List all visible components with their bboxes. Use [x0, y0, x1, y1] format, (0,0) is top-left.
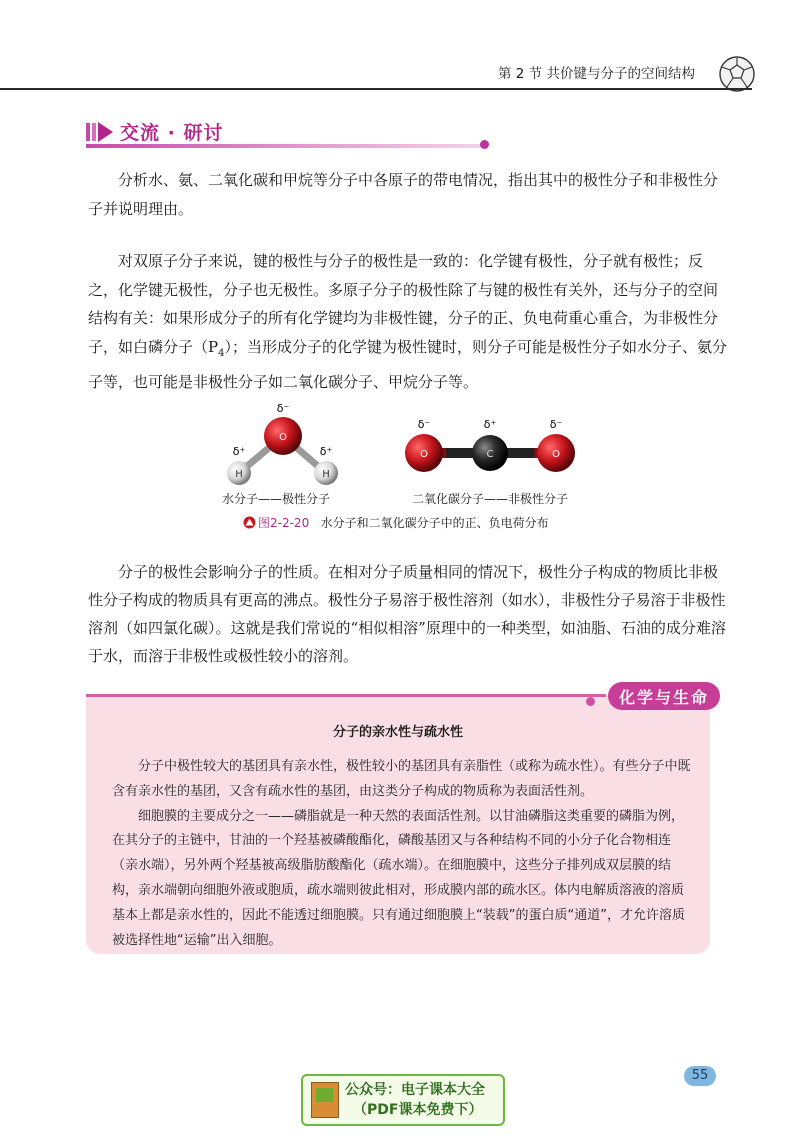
tab-dots — [586, 691, 598, 710]
watermark-line2: （PDF课本免费下） — [353, 1102, 483, 1118]
page-number: 55 — [684, 1066, 716, 1086]
box-top-bar — [86, 694, 606, 697]
triangle-marker-icon — [243, 516, 256, 529]
section-title: 第 2 节 共价键与分子的空间结构 — [498, 66, 695, 82]
co2-o-right-label: O — [552, 449, 560, 460]
water-h-right-label: H — [322, 469, 330, 480]
discussion-heading — [86, 116, 496, 148]
box-title: 分子的亲水性与疏水性 — [332, 725, 463, 740]
water-o-label: O — [279, 432, 287, 443]
tab-pill — [608, 682, 720, 710]
subscript-4: 4 — [218, 347, 225, 359]
water-delta-h-left: δ⁺ — [232, 445, 246, 458]
tab-label: 化学与生命 — [618, 688, 709, 707]
heading-dot — [480, 140, 489, 149]
co2-delta-o-right: δ⁻ — [549, 418, 563, 431]
watermark-line1: 公众号：电子课本大全 — [345, 1082, 485, 1098]
header-rule — [0, 88, 752, 90]
water-caption: 水分子——极性分子 — [222, 492, 331, 506]
paragraph-polarity — [88, 247, 728, 397]
box-body — [112, 755, 692, 953]
paragraph-polarity-part2: ）；当形成分子的化学键为极性键时，则分子可能是极性分子如水分子、氨分子等，也可能是非极性分子如二氧化碳分子、甲烷分子等。 — [88, 337, 727, 391]
co2-caption: 二氧化碳分子——非极性分子 — [412, 492, 569, 506]
box-paragraph-1: 分子中极性较大的基团具有亲水性，极性较小的基团具有亲脂性（或称为疏水性）。有些分子中既含有亲水性的基团，又含有疏水性的基团，由这类分子构成的物质称为表面活性剂。 — [112, 759, 691, 799]
figure-number: 图2-2-20 — [258, 516, 310, 530]
heading-band — [86, 144, 486, 148]
figure-title — [243, 514, 549, 531]
co2-c-label: C — [486, 449, 494, 460]
water-h-left-label: H — [235, 469, 243, 480]
paragraph-properties: 分子的极性会影响分子的性质。在相对分子质量相同的情况下，极性分子构成的物质比非极性分子构成的物质具有更高的沸点。极性分子易溶于极性溶剂（如水），非极性分子易溶于非极性溶剂（如四氯化碳）。这就是我们常说的“相似相溶”原理中的一种类型，如油脂、石油的成分难溶于水，而溶于非极性或极性较小的溶剂。 — [88, 563, 726, 665]
figure-title-text: 水分子和二氧化碳分子中的正、负电荷分布 — [320, 516, 549, 530]
box-tab — [586, 682, 722, 710]
water-delta-h-right: δ⁺ — [319, 445, 333, 458]
co2-delta-o-left: δ⁻ — [417, 418, 431, 431]
water-delta-o: δ⁻ — [276, 402, 290, 415]
play-arrow-icon — [86, 120, 114, 144]
book-icon — [311, 1082, 339, 1118]
watermark — [301, 1074, 505, 1126]
discussion-prompt: 分析水、氨、二氧化碳和甲烷等分子中各原子的带电情况，指出其中的极性分子和非极性分子并说明理由。 — [88, 171, 719, 218]
discussion-heading-label: 交流 · 研讨 — [120, 122, 224, 144]
paragraph-polarity-part1: 对双原子分子来说，键的极性与分子的极性是一致的：化学键有极性，分子就有极性；反之，化学键无极性，分子也无极性。多原子分子的极性除了与键的极性有关外，还与分子的空间结构有关：如果形成分子的所有化学键均为非极性键，分子的正、负电荷重心重合，为非极性分子，如白磷分子（P — [88, 252, 719, 356]
co2-o-left-label: O — [420, 449, 428, 460]
box-paragraph-2: 细胞膜的主要成分之一——磷脂就是一种天然的表面活性剂。以甘油磷脂这类重要的磷脂为例，在其分子的主链中，甘油的一个羟基被磷酸酯化，磷酸基团又与各种结构不同的小分子化合物相连（亲水端），另外两个羟基被高级脂肪酸酯化（疏水端）。在细胞膜中，这些分子排列成双层膜的结构，亲水端朝向细胞外液或胞质，疏水端则彼此相对，形成膜内部的疏水区。体内电解质溶液的溶质基本上都是亲水性的，因此不能透过细胞膜。只有通过细胞膜上“装载”的蛋白质“通道”，才允许溶质被选择性地“运输”出入细胞。 — [112, 808, 685, 948]
co2-delta-c: δ⁺ — [483, 418, 497, 431]
